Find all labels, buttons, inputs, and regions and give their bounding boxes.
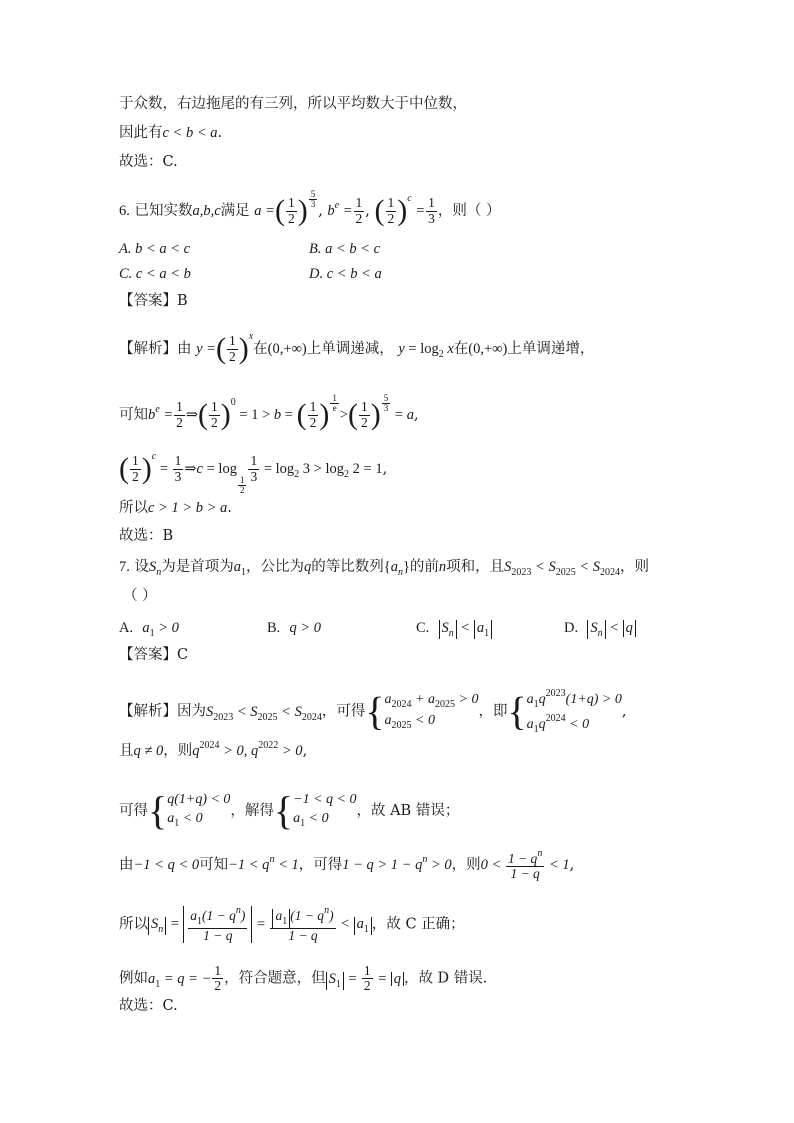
text-line-2	[119, 126, 222, 141]
analysis-7-line-5: 所以 $S_n$ = $\frac{a_1(1 - q^n)}{1 - q}$ = $\frac{a_1 (1 - q^n)}{1 - q}$ < $a_1$ ，故 C 正确；	[119, 905, 465, 943]
q7-option-b: B. q > 0	[267, 620, 322, 636]
option-d: D. c < b < a	[309, 266, 382, 282]
math-inline: c < b < a	[162, 125, 218, 141]
q7-option-d: D. $S_n < q$	[564, 620, 636, 639]
text: ，则（ ）	[437, 203, 501, 219]
question-6-stem: 6. 已知实数a,b,c满足 a =( $\frac{1}{2}$ ) $\frac{5}{3}$ , $b^e$ = $\frac{1}{2}$ , ( $\frac{1}{2}$ )$^c$ = $\frac{1}{3}$ ，则（ ）	[119, 189, 501, 227]
analysis-6-line-5: 故选：B	[119, 528, 174, 544]
analysis-7-line-2: 且q ≠ 0，则$q^{2024} > 0$, $q^{2022} > 0$,	[119, 740, 308, 759]
option-c: C. c < a < b	[119, 266, 191, 282]
text: 已知实数	[134, 203, 193, 219]
text: 满足	[220, 203, 250, 219]
text-line-3: 故选：C.	[119, 154, 178, 170]
analysis-7-line-7: 故选：C.	[119, 998, 178, 1014]
option-b: B. a < b < c	[309, 241, 381, 257]
q7-option-a: A. $a_1 > 0$	[119, 620, 179, 639]
analysis-6-line-3: ( $\frac{1}{2}$ )$^c$ = $\frac{1}{3}$ ⇒c = log $\frac{1}{2}$ $\frac{1}{3}$ = $\log_2 3 > \log_2 2 = 1$,	[119, 451, 388, 496]
question-number: 6.	[119, 203, 130, 219]
question-7-paren: （ ）	[123, 588, 157, 604]
answer-6: 【答案】B	[119, 293, 188, 309]
math: a =	[254, 203, 275, 219]
text: 因此有	[119, 125, 163, 141]
math-vars: a,b,c	[192, 203, 221, 219]
analysis-6-line-2: 可知$b^e$ = $\frac{1}{2}$ ⇒( $\frac{1}{2}$ )$^0$ = 1 > b = ( $\frac{1}{2}$ ) $\frac{1}{e}$ >( $\frac{1}{2}$ ) $\frac{5}{3}$ = a,	[119, 393, 419, 431]
text: .	[217, 125, 223, 141]
analysis-7-line-3: 可得{ q(1+q) < 0 $a_1 < 0$ ，解得{ −1 < q < 0 $a_1 < 0$ ，故 AB 错误；	[119, 788, 460, 833]
analysis-7-line-6: 例如$a_1 = q$ = − $\frac{1}{2}$ ，符合题意，但 $S_1$ = $\frac{1}{2}$ = q ，故 D 错误.	[119, 963, 488, 994]
analysis-6-line-4: 所以c > 1 > b > a.	[119, 500, 232, 516]
analysis-6-line-1: 【解析】由 y =( $\frac{1}{2}$ )$^x$在(0,+∞)上单调递减， $y = \log_2 x$在(0,+∞)上单调递增，	[119, 331, 595, 365]
analysis-label: 【解析】	[119, 341, 177, 357]
q7-option-c: C. $S_n < a_1$	[416, 620, 492, 639]
text-line-1: 于众数，右边拖尾的有三列，所以平均数大于中位数，	[119, 96, 467, 112]
analysis-7-line-4: 由−1 < q < 0可知$-1 < q^n < 1$，可得$1 - q > 1 - q^n > 0$，则0 < $\frac{1 - q^n}{1 - q}$ < 1,	[119, 848, 575, 882]
analysis-7-line-1: 【解析】因为$S_{2023} < S_{2025} < S_{2024}$，可得{ $a_{2024} + a_{2025} > 0$ $a_{2025} < 0$ ，即{ $a_1q^{2023}(1+q) > 0$ $a_1q^{2024} < 0$ ,	[119, 688, 627, 735]
answer-7: 【答案】C	[119, 647, 189, 663]
question-7-stem: 7. 设$S_n$为是首项为$a_1$，公比为q的等比数列$\{a_n\}$的前n项和，且$S_{2023} < S_{2025} < S_{2024}$，则	[119, 559, 650, 578]
option-a: A. b < a < c	[119, 241, 191, 257]
